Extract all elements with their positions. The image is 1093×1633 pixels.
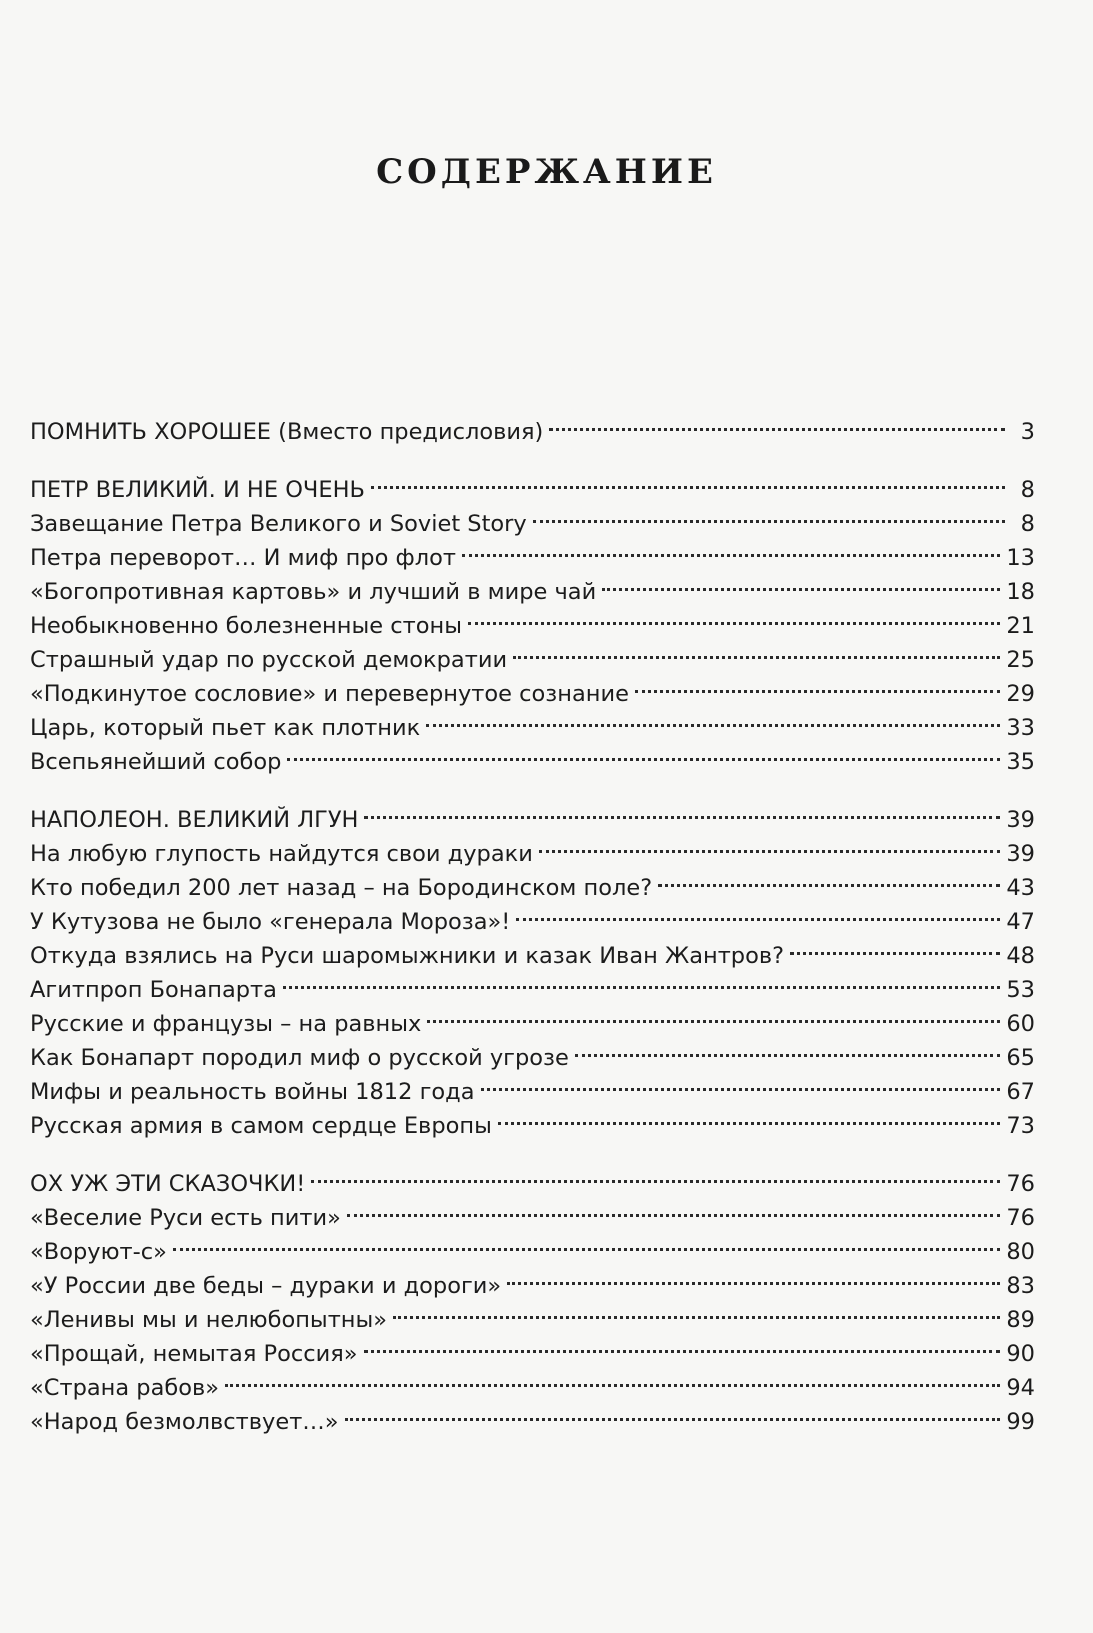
- dot-leader: [658, 861, 1000, 895]
- toc-entry-label: Мифы и реальность войны 1812 года: [30, 1079, 475, 1105]
- dot-leader: [347, 1191, 1001, 1225]
- toc-entry-label: Как Бонапарт породил миф о русской угрозе: [30, 1045, 569, 1071]
- toc-page-number: 99: [1006, 1409, 1035, 1435]
- dot-leader: [311, 1157, 1000, 1191]
- dot-leader: [283, 963, 1000, 997]
- toc-entry: [30, 1259, 1035, 1299]
- dot-leader: [468, 599, 1000, 633]
- toc-entry-label: Страшный удар по русской демократии: [30, 647, 508, 673]
- toc-page-number: 3: [1020, 419, 1035, 445]
- toc-entry-label: ПЕТР ВЕЛИКИЙ. И НЕ ОЧЕНЬ: [30, 477, 365, 503]
- toc-entry-label: «Страна рабов»: [30, 1375, 220, 1401]
- toc-page-number: 89: [1006, 1307, 1035, 1333]
- toc-section-heading: [30, 1157, 1035, 1197]
- toc-section-heading: [30, 793, 1035, 833]
- toc-page-number: 65: [1006, 1045, 1035, 1071]
- dot-leader: [345, 1395, 1001, 1429]
- dot-leader: [427, 997, 1000, 1031]
- toc-entry-label: «Ленивы мы и нелюбопытны»: [30, 1307, 388, 1333]
- toc-entry-label: «Народ безмолвствует…»: [30, 1409, 339, 1435]
- toc-entry-label: Завещание Петра Великого и Soviet Story: [30, 511, 527, 537]
- toc-page-number: 73: [1006, 1113, 1035, 1139]
- toc-entry: [30, 1225, 1035, 1265]
- toc-page-number: 80: [1006, 1239, 1035, 1265]
- toc-entry-label: «Воруют-с»: [30, 1239, 167, 1265]
- dot-leader: [507, 1259, 1000, 1293]
- toc-page-number: 29: [1006, 681, 1035, 707]
- toc-entry-label: «У России две беды – дураки и дороги»: [30, 1273, 502, 1299]
- dot-leader: [462, 531, 1000, 565]
- dot-leader: [393, 1293, 1000, 1327]
- toc-entry-label: НАПОЛЕОН. ВЕЛИКИЙ ЛГУН: [30, 807, 359, 833]
- toc-entry-label: На любую глупость найдутся свои дураки: [30, 841, 533, 867]
- toc-page-number: 60: [1006, 1011, 1035, 1037]
- dot-leader: [533, 497, 1005, 531]
- toc-page-number: 90: [1006, 1341, 1035, 1367]
- dot-leader: [364, 1327, 1001, 1361]
- dot-leader: [635, 667, 1000, 701]
- toc-page-number: 8: [1020, 477, 1035, 503]
- toc-page-number: 53: [1006, 977, 1035, 1003]
- toc-page-number: 76: [1006, 1205, 1035, 1231]
- toc-entry-label: Кто победил 200 лет назад – на Бородинском поле?: [30, 875, 653, 901]
- toc-page-number: 43: [1006, 875, 1035, 901]
- dot-leader: [539, 827, 1001, 861]
- toc-entry-label: ОХ УЖ ЭТИ СКАЗОЧКИ!: [30, 1171, 306, 1197]
- toc-page-number: 67: [1006, 1079, 1035, 1105]
- dot-leader: [516, 895, 1000, 929]
- toc-entry-label: «Веселие Руси есть пити»: [30, 1205, 341, 1231]
- toc-entry-label: ПОМНИТЬ ХОРОШЕЕ (Вместо предисловия): [30, 419, 544, 445]
- toc-page-number: 33: [1006, 715, 1035, 741]
- toc-entry-label: «Прощай, немытая Россия»: [30, 1341, 358, 1367]
- toc-page-number: 35: [1006, 749, 1035, 775]
- dot-leader: [549, 405, 1005, 439]
- toc-entry-label: Царь, который пьет как плотник: [30, 715, 421, 741]
- dot-leader: [287, 735, 1000, 769]
- dot-leader: [371, 463, 1005, 497]
- toc-page-number: 25: [1006, 647, 1035, 673]
- toc-page-number: 39: [1006, 841, 1035, 867]
- dot-leader: [513, 633, 1000, 667]
- toc-page-number: 21: [1006, 613, 1035, 639]
- toc-page-number: 83: [1006, 1273, 1035, 1299]
- toc-entry-label: «Подкинутое сословие» и перевернутое сознание: [30, 681, 629, 707]
- dot-leader: [498, 1099, 1001, 1133]
- toc-entry-label: Всепьянейший собор: [30, 749, 282, 775]
- dot-leader: [364, 793, 1000, 827]
- toc-entry-label: Агитпроп Бонапарта: [30, 977, 277, 1003]
- toc-entry-label: «Богопротивная картовь» и лучший в мире чай: [30, 579, 597, 605]
- dot-leader: [790, 929, 1000, 963]
- dot-leader: [575, 1031, 1001, 1065]
- toc-entry-label: У Кутузова не было «генерала Мороза»!: [30, 909, 511, 935]
- table-of-contents: [30, 405, 1035, 1435]
- toc-page-number: 18: [1006, 579, 1035, 605]
- toc-page-number: 94: [1006, 1375, 1035, 1401]
- toc-page-number: 76: [1006, 1171, 1035, 1197]
- toc-section-heading: [30, 405, 1035, 445]
- dot-leader: [602, 565, 1000, 599]
- dot-leader: [173, 1225, 1000, 1259]
- toc-page-number: 39: [1006, 807, 1035, 833]
- toc-entry-label: Петра переворот… И миф про флот: [30, 545, 456, 571]
- toc-page-number: 13: [1006, 545, 1035, 571]
- toc-page-number: 48: [1006, 943, 1035, 969]
- dot-leader: [481, 1065, 1001, 1099]
- page-title: СОДЕРЖАНИЕ: [376, 152, 717, 192]
- dot-leader: [225, 1361, 1000, 1395]
- toc-entry-label: Необыкновенно болезненные стоны: [30, 613, 462, 639]
- toc-entry-label: Русские и французы – на равных: [30, 1011, 422, 1037]
- dot-leader: [426, 701, 1000, 735]
- toc-entry-label: Откуда взялись на Руси шаромыжники и казак Иван Жантров?: [30, 943, 785, 969]
- toc-entry-label: Русская армия в самом сердце Европы: [30, 1113, 492, 1139]
- toc-page-number: 8: [1020, 511, 1035, 537]
- toc-page-number: 47: [1006, 909, 1035, 935]
- toc-section-heading: [30, 463, 1035, 503]
